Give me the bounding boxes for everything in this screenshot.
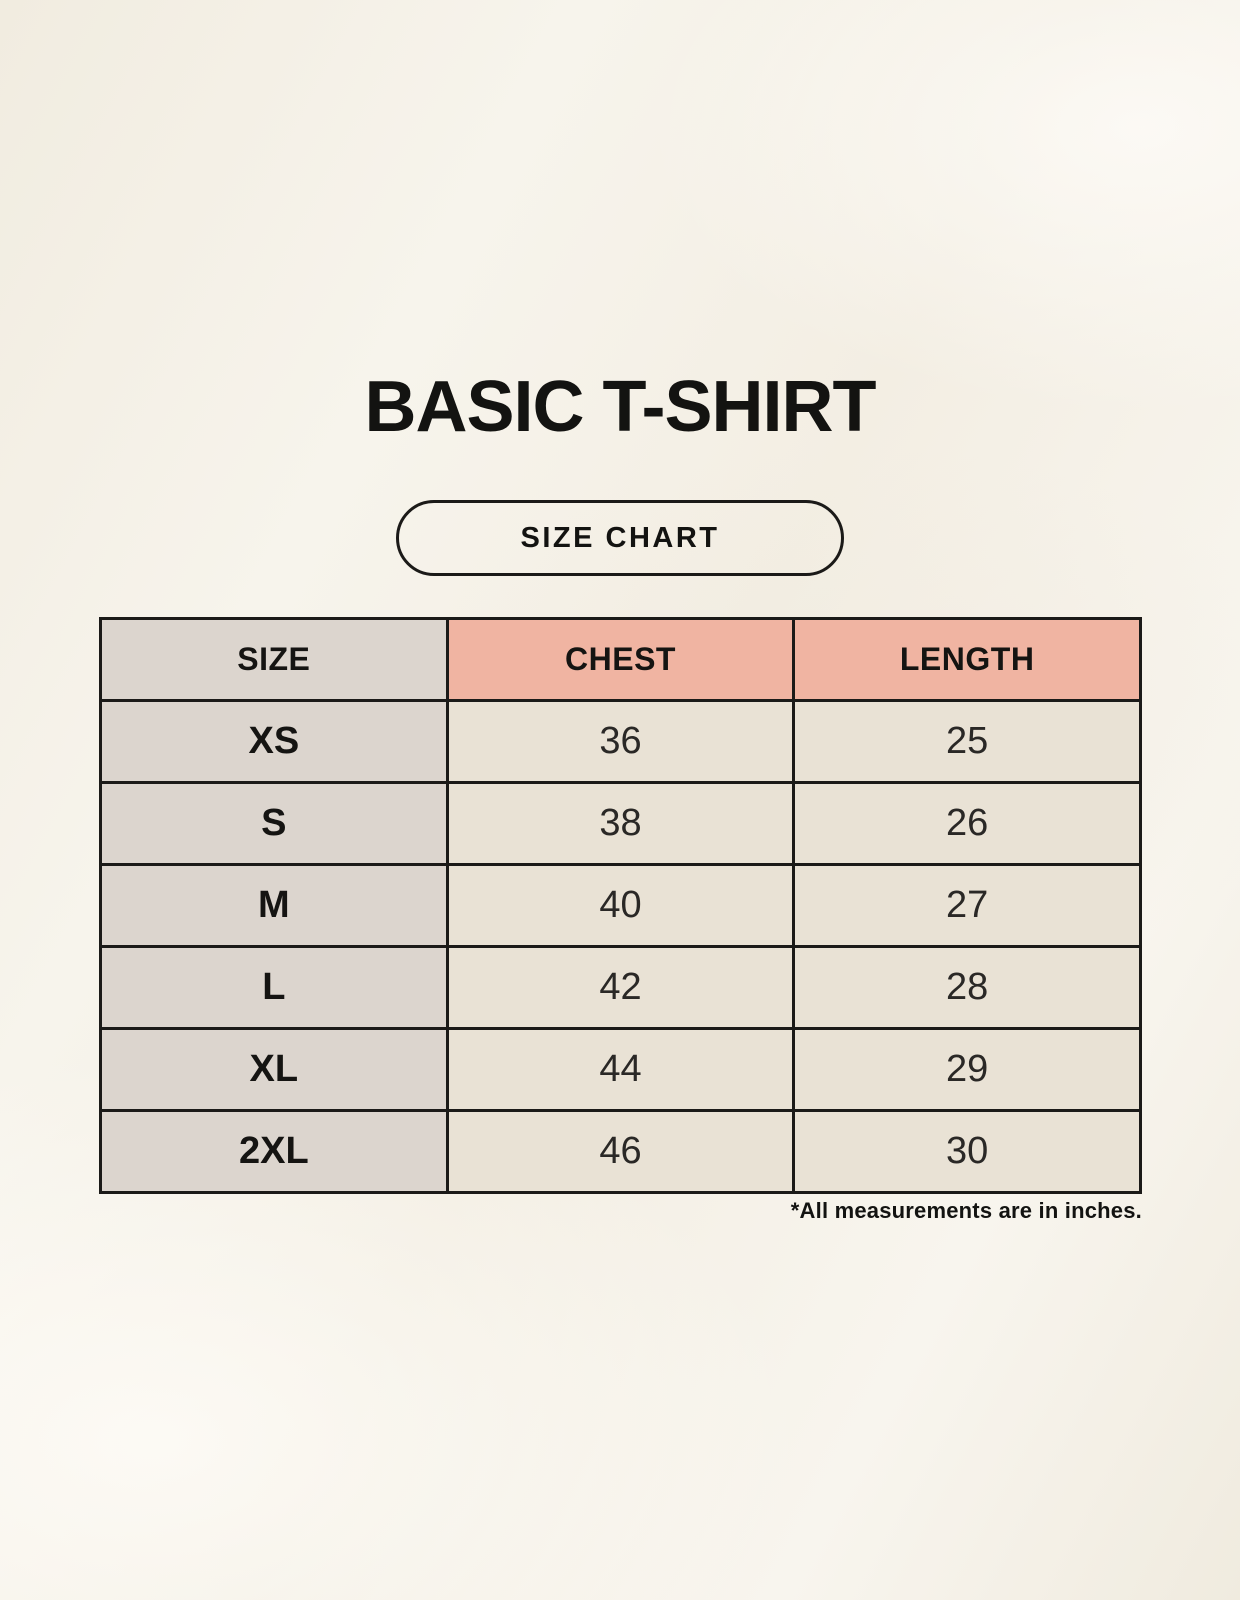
length-cell: 29 [794,1029,1141,1111]
length-cell: 26 [794,783,1141,865]
table-row [101,783,1141,865]
measurements-footnote: *All measurements are in inches. [790,1198,1142,1223]
size-cell: 2XL [101,1111,448,1193]
length-cell: 25 [794,701,1141,783]
length-cell: 30 [794,1111,1141,1193]
column-header-size: SIZE [101,619,448,701]
page-title: BASIC T-SHIRT [364,367,876,447]
table-row [101,1111,1141,1193]
size-cell: L [101,947,448,1029]
table-row [101,947,1141,1029]
column-header-chest: CHEST [447,619,794,701]
chest-cell: 38 [447,783,794,865]
size-cell: S [101,783,448,865]
chest-cell: 42 [447,947,794,1029]
chest-cell: 36 [447,701,794,783]
size-chart-badge-label: SIZE CHART [520,521,720,554]
size-cell: XL [101,1029,448,1111]
table-header-row [101,619,1141,701]
size-table [99,617,1142,1194]
chest-cell: 46 [447,1111,794,1193]
size-cell: XS [101,701,448,783]
size-chart-badge [396,500,844,576]
column-header-length: LENGTH [794,619,1141,701]
table-row [101,1029,1141,1111]
table-row [101,701,1141,783]
table-row [101,865,1141,947]
chest-cell: 44 [447,1029,794,1111]
size-cell: M [101,865,448,947]
length-cell: 28 [794,947,1141,1029]
chest-cell: 40 [447,865,794,947]
length-cell: 27 [794,865,1141,947]
